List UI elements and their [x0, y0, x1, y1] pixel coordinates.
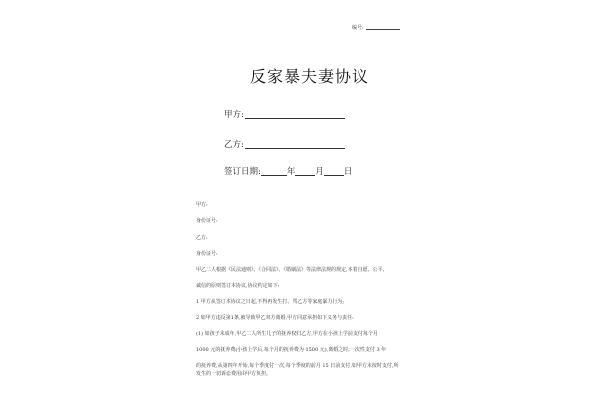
year-blank-line — [261, 175, 287, 176]
serial-blank-line — [366, 29, 400, 30]
sign-date-label: 签订日期: — [224, 167, 261, 177]
body-paragraph-line: 诚信的原则签订本协议,协议约定如下: — [196, 283, 280, 289]
month-label: 月 — [315, 167, 324, 177]
body-party-a-id: 身份证号: — [196, 218, 218, 224]
body-paragraph-line: 1000 元的抚养费(小孩上学后,每个月的抚养费为 1500 元),离婚之时,一次性支付 3 年 — [196, 347, 387, 353]
body-paragraph-line: 发生的一切诉讼费用由甲方负担。 — [196, 371, 272, 377]
month-blank-line — [295, 175, 315, 176]
body-party-a: 甲方: — [196, 202, 208, 208]
serial-label: 编号: — [352, 25, 364, 31]
body-party-b-id: 身份证号: — [196, 251, 218, 257]
party-a-label: 甲方: — [224, 110, 244, 120]
body-clause-1: 1 甲方从签订本协议之日起,不得再发生打、骂乙方等家庭暴力行为; — [196, 299, 345, 305]
sign-date-field — [224, 165, 352, 177]
serial-number — [352, 24, 400, 31]
document-title: 反家暴夫妻协议 — [250, 67, 370, 86]
party-b-blank-line — [245, 148, 345, 149]
body-party-b: 乙方: — [196, 235, 208, 241]
body-paragraph-line: 的抚养费,从第四年开始,每个季度付一次,每个季度的前月 15 日前支付,如甲方未按时支付,所 — [196, 363, 399, 369]
body-subclause-1: (1) 如孩子未成年,甲乙二人所生儿子的抚养权归乙方,甲方在小孩上学前支付每个月 — [196, 331, 378, 337]
body-paragraph-line: 甲乙二人根据《民法通则》、《合同法》、《婚姻法》等法律法规的规定,本着自愿、公平、 — [196, 267, 388, 273]
party-a-field — [224, 108, 345, 120]
party-b-label: 乙方: — [224, 140, 244, 150]
body-clause-2: 2 如甲方违反第1条,被导致甲乙双方离婚,甲方同意承担如下义务与责任: — [196, 315, 354, 321]
year-label: 年 — [286, 167, 296, 177]
day-label: 日 — [343, 167, 353, 177]
party-b-field — [224, 138, 345, 150]
party-a-blank-line — [245, 118, 345, 119]
day-blank-line — [324, 175, 344, 176]
